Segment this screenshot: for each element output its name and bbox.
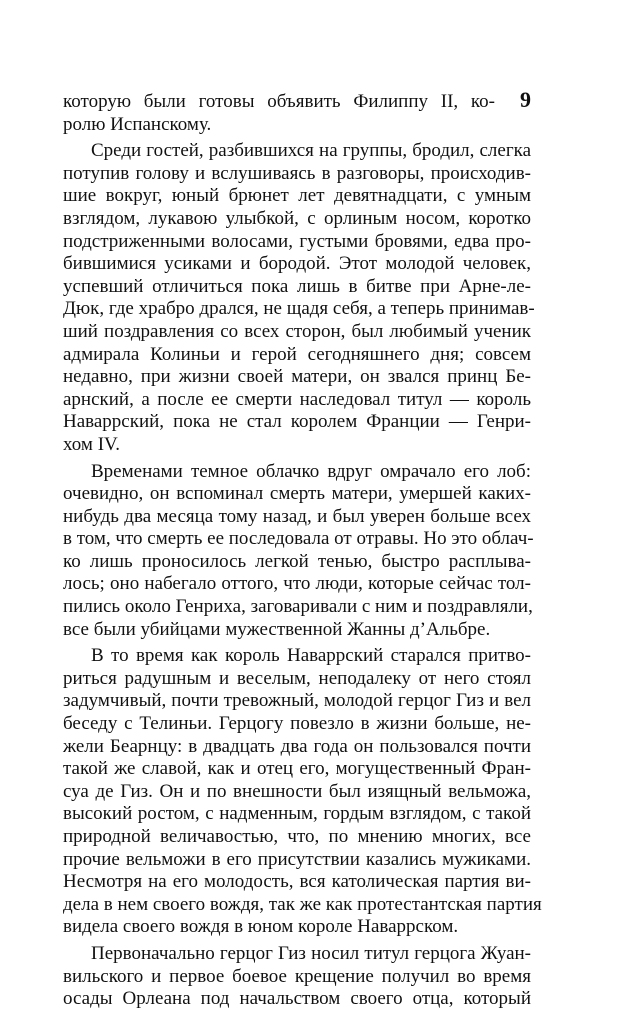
paragraph <box>63 140 535 456</box>
text-line: ко лишь проносилось легкой тенью, быстро расплыва- <box>63 550 531 572</box>
text-line: шие вокруг, юный брюнет лет девятнадцати, с умным <box>63 185 531 207</box>
text-line: ший поздравления со всех сторон, был любимый ученик <box>63 320 531 342</box>
text-line: нибудь два месяца тому назад, и был уверен больше всех <box>63 505 531 527</box>
text-line: дела в нем своего вождя, так же как протестантская партия <box>63 893 542 915</box>
text-line: ролю Испанскому. <box>63 113 212 135</box>
body-text <box>63 91 542 1011</box>
paragraph <box>63 645 542 939</box>
text-line: Временами темное облачко вдруг омрачало его лоб: <box>91 460 531 482</box>
text-line: Несмотря на его молодость, вся католическая партия ви- <box>63 871 531 893</box>
paragraph <box>63 943 531 1011</box>
page-number: 9 <box>520 87 531 112</box>
paragraph <box>63 460 534 642</box>
text-line: пились около Генриха, заговаривали с ним и поздравляли, <box>63 596 533 618</box>
paragraph <box>63 91 531 136</box>
text-line: недавно, при жизни своей матери, он звался принц Бе- <box>63 366 531 388</box>
text-line: хом IV. <box>63 433 121 455</box>
text-line: осады Орлеана под начальством своего отца, который <box>63 988 531 1010</box>
text-line: Среди гостей, разбившихся на группы, бродил, слегка <box>91 140 531 162</box>
text-line: вильского и первое боевое крещение получил во время <box>63 965 531 987</box>
text-line: Дюк, где храбро дрался, не щадя себя, а теперь принимав- <box>63 298 535 320</box>
text-line: очевидно, он вспоминал смерть матери, умершей каких- <box>63 483 531 505</box>
text-line: В то время как король Наваррский старался притво- <box>91 645 531 667</box>
text-line: которую были готовы объявить Филиппу II, ко- <box>63 91 495 112</box>
text-line: все были убийцами мужественной Жанны д’Альбре. <box>63 618 491 640</box>
text-line: Наваррский, пока не стал королем Франции — Генри- <box>63 411 531 433</box>
text-line: арнский, а после ее смерти наследовал титул — король <box>63 388 531 410</box>
text-line: суа де Гиз. Он и по внешности был изящный вельможа, <box>63 780 531 802</box>
text-line: жели Беарнцу: в двадцать два года он пользовался почти <box>63 735 531 757</box>
text-line: адмирала Колиньи и герой сегодняшнего дня; совсем <box>63 343 531 365</box>
text-line: Первоначально герцог Гиз носил титул герцога Жуан- <box>91 942 531 964</box>
text-line: в том, что смерть ее последовала от отравы. Но это облач- <box>63 528 534 550</box>
text-line: беседу с Телиньи. Герцогу повезло в жизни больше, не- <box>63 713 531 735</box>
text-line: высокий ростом, с надменным, гордым взглядом, с такой <box>63 803 531 825</box>
text-line: подстриженными волосами, густыми бровями, едва про- <box>63 230 531 252</box>
text-line: видела своего вождя в юном короле Наваррском. <box>63 916 459 938</box>
text-line: такой же славой, как и отец его, могущественный Фран- <box>63 758 531 780</box>
text-line: природной величавостью, что, по мнению многих, все <box>63 826 531 847</box>
text-line: потупив голову и вслушиваясь в разговоры, происходив- <box>63 162 531 184</box>
text-line: бившимися усиками и бородой. Этот молодой человек, <box>63 253 531 275</box>
text-line: прочие вельможи в его присутствии казались мужиками. <box>63 848 531 870</box>
text-line: задумчивый, почти тревожный, молодой герцог Гиз и вел <box>63 690 531 712</box>
text-line: взглядом, лукавою улыбкой, с орлиным носом, коротко <box>63 207 531 229</box>
text-line: успевший отличиться пока лишь в битве при Арне-ле- <box>63 275 531 297</box>
text-line: лось; оно набегало оттого, что люди, которые сейчас тол- <box>63 573 531 595</box>
text-line: риться радушным и веселым, неподалеку от него стоял <box>63 667 531 689</box>
